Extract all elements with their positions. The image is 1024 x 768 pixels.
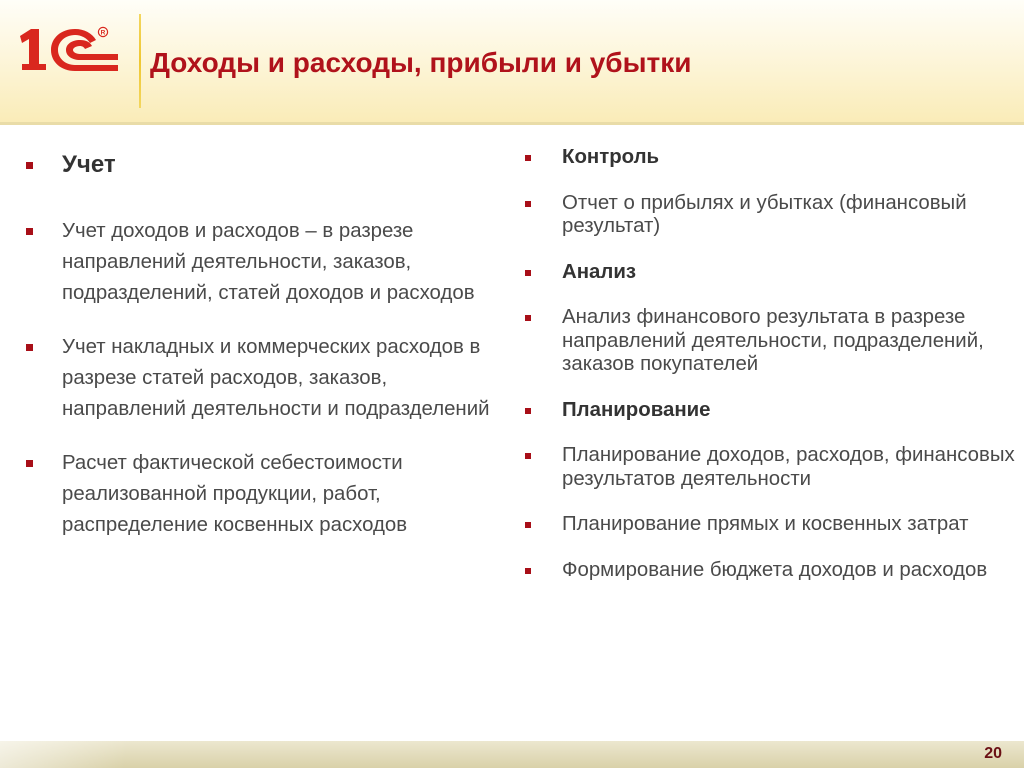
bullet-text: Анализ — [562, 260, 637, 283]
bullet-text: Планирование — [562, 398, 711, 421]
section-heading — [520, 146, 1018, 170]
slide-header — [0, 0, 1024, 125]
bullet-item — [520, 192, 1018, 239]
bullet-square-icon — [525, 408, 531, 414]
bullet-text: Планирование прямых и косвенных затрат — [562, 513, 969, 535]
bullet-square-icon — [26, 344, 33, 351]
slide-footer — [0, 741, 1024, 768]
bullet-text: Учет — [62, 151, 116, 178]
1c-logo-icon — [20, 26, 120, 72]
bullet-text: Анализ финансового результата в разрезе направлений деятельности, подразделений, заказов покупателей — [562, 306, 984, 375]
bullet-item — [520, 444, 1018, 491]
bullet-text: Учет накладных и коммерческих расходов в разрезе статей расходов, заказов, направлений деятельности и подразделений — [62, 336, 490, 420]
section-heading — [520, 261, 1018, 285]
1c-logo — [20, 26, 120, 72]
bullet-item — [520, 306, 1018, 377]
bullet-text: Контроль — [562, 146, 660, 168]
footer-decoration — [0, 741, 180, 768]
left-bullet-list — [20, 150, 502, 541]
bullet-text: Учет доходов и расходов – в разрезе направлений деятельности, заказов, подразделений, статей доходов и расходов — [62, 220, 475, 304]
bullet-text: Отчет о прибылях и убытках (финансовый результат) — [562, 191, 967, 237]
bullet-item — [20, 448, 502, 541]
bullet-item — [520, 559, 1018, 583]
bullet-square-icon — [26, 228, 33, 235]
header-separator — [139, 14, 141, 108]
bullet-square-icon — [26, 162, 33, 169]
section-heading — [20, 150, 502, 180]
bullet-square-icon — [525, 155, 531, 161]
svg-text:R: R — [100, 29, 106, 37]
bullet-item — [520, 513, 1018, 537]
page-number: 20 — [984, 745, 1002, 762]
slide-title: Доходы и расходы, прибыли и убытки — [150, 47, 692, 78]
bullet-square-icon — [26, 460, 33, 467]
bullet-square-icon — [525, 201, 531, 207]
bullet-item — [20, 332, 502, 425]
bullet-square-icon — [525, 315, 531, 321]
bullet-item — [20, 216, 502, 309]
bullet-text: Расчет фактической себестоимости реализованной продукции, работ, распределение косвенных расходов — [62, 452, 408, 536]
bullet-square-icon — [525, 270, 531, 276]
section-heading — [520, 399, 1018, 423]
bullet-text: Планирование доходов, расходов, финансовых результатов деятельности — [562, 444, 1015, 490]
bullet-square-icon — [525, 568, 531, 574]
bullet-text: Формирование бюджета доходов и расходов — [562, 558, 988, 581]
right-bullet-list — [520, 146, 1018, 582]
bullet-square-icon — [525, 453, 531, 459]
bullet-square-icon — [525, 522, 531, 528]
